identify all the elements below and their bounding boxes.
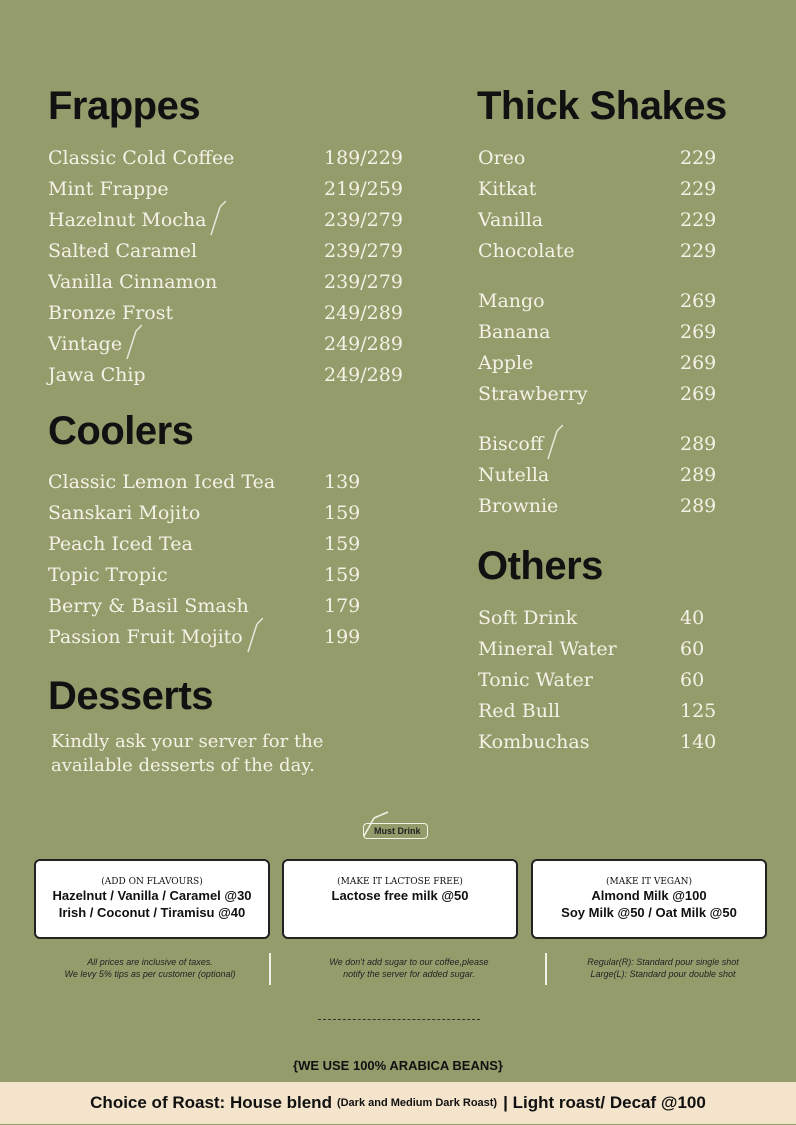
menu-item	[478, 173, 778, 204]
box-line: Almond Milk @100	[591, 888, 707, 903]
item-price: 249/289	[324, 363, 403, 386]
item-price: 239/279	[324, 239, 403, 262]
item-price: 239/279	[324, 270, 403, 293]
item-name: Oreo	[478, 146, 526, 169]
menu-item	[48, 173, 428, 204]
item-price: 159	[324, 563, 361, 586]
straw-icon	[247, 620, 261, 654]
item-price: 229	[680, 208, 717, 231]
item-price: 219/259	[324, 177, 403, 200]
vegan-box	[531, 859, 767, 939]
item-name: Vanilla Cinnamon	[48, 270, 218, 293]
menu-item	[478, 142, 778, 173]
item-name: Classic Cold Coffee	[48, 146, 235, 169]
divider	[269, 953, 271, 985]
item-price: 269	[680, 320, 717, 343]
note-line: We levy 5% tips as per customer (optional)	[64, 969, 236, 979]
item-name: Kombuchas	[478, 730, 590, 753]
menu-item	[48, 466, 428, 497]
note-line: Regular(R): Standard pour single shot	[587, 957, 739, 967]
menu-item	[478, 602, 778, 633]
menu-item	[48, 235, 428, 266]
menu-item	[48, 559, 428, 590]
thick-shakes-list	[478, 142, 778, 521]
others-list	[478, 602, 778, 757]
item-price: 179	[324, 594, 361, 617]
menu-item	[478, 726, 778, 757]
item-name: Mango	[478, 289, 545, 312]
item-name: Banana	[478, 320, 551, 343]
item-name: Soft Drink	[478, 606, 578, 629]
item-name: Kitkat	[478, 177, 537, 200]
menu-item	[48, 590, 428, 621]
menu-item	[48, 528, 428, 559]
item-price: 239/279	[324, 208, 403, 231]
item-name: Classic Lemon Iced Tea	[48, 470, 276, 493]
item-price: 289	[680, 463, 717, 486]
add-on-flavours-box	[34, 859, 270, 939]
taxes-note	[35, 956, 265, 980]
menu-item	[48, 621, 428, 652]
menu-item	[478, 633, 778, 664]
frappes-list	[48, 142, 428, 390]
item-price: 159	[324, 532, 361, 555]
box-line: Hazelnut / Vanilla / Caramel @30	[52, 888, 252, 903]
item-name: Vanilla	[478, 208, 544, 231]
desserts-heading: Desserts	[48, 674, 214, 718]
item-price: 269	[680, 382, 717, 405]
arabica-beans-note: {WE USE 100% ARABICA BEANS}	[293, 1058, 503, 1073]
menu-item	[478, 347, 778, 378]
sugar-note	[294, 956, 524, 980]
box-title: (ADD ON FLAVOURS)	[101, 877, 203, 887]
item-name: Biscoff	[478, 432, 544, 455]
menu-item	[478, 428, 778, 459]
desserts-line: Kindly ask your server for the	[51, 731, 324, 752]
item-name: Nutella	[478, 463, 550, 486]
item-price: 229	[680, 146, 717, 169]
item-price: 269	[680, 351, 717, 374]
item-price: 229	[680, 177, 717, 200]
item-name: Vintage	[48, 332, 123, 355]
menu-item	[478, 316, 778, 347]
group-gap	[478, 266, 778, 285]
menu-item	[48, 328, 428, 359]
item-name: Strawberry	[478, 382, 588, 405]
menu-item	[48, 497, 428, 528]
item-price: 269	[680, 289, 717, 312]
straw-icon	[547, 427, 561, 461]
roast-house-blend-detail: (Dark and Medium Dark Roast)	[336, 1097, 498, 1109]
item-price: 199	[324, 625, 361, 648]
roast-house-blend: Choice of Roast: House blend	[90, 1093, 332, 1112]
straw-icon	[362, 810, 392, 842]
note-line: All prices are inclusive of taxes.	[87, 957, 213, 967]
item-price: 139	[324, 470, 361, 493]
must-drink-legend	[363, 823, 428, 839]
item-price: 289	[680, 494, 717, 517]
item-name: Tonic Water	[478, 668, 593, 691]
item-name: Brownie	[478, 494, 559, 517]
item-price: 229	[680, 239, 717, 262]
menu-item	[478, 235, 778, 266]
menu-item	[48, 142, 428, 173]
item-price: 289	[680, 432, 717, 455]
item-price: 249/289	[324, 332, 403, 355]
lactose-free-box	[282, 859, 518, 939]
item-price: 140	[680, 730, 717, 753]
item-name: Sanskari Mojito	[48, 501, 201, 524]
note-line: We don't add sugar to our coffee,please	[329, 957, 489, 967]
item-name: Passion Fruit Mojito	[48, 625, 243, 648]
item-name: Mint Frappe	[48, 177, 169, 200]
menu-item	[48, 266, 428, 297]
divider	[545, 953, 547, 985]
size-note	[548, 956, 778, 980]
menu-item	[478, 695, 778, 726]
straw-icon	[126, 327, 140, 361]
item-price: 125	[680, 699, 717, 722]
desserts-line: available desserts of the day.	[51, 755, 315, 776]
menu-item	[478, 459, 778, 490]
item-price: 60	[680, 668, 705, 691]
item-name: Jawa Chip	[48, 363, 146, 386]
item-name: Apple	[478, 351, 534, 374]
item-name: Peach Iced Tea	[48, 532, 193, 555]
item-price: 60	[680, 637, 705, 660]
menu-item	[478, 285, 778, 316]
others-heading: Others	[477, 544, 603, 588]
menu-item	[48, 359, 428, 390]
item-price: 249/289	[324, 301, 403, 324]
item-name: Topic Tropic	[48, 563, 168, 586]
box-line: Soy Milk @50 / Oat Milk @50	[561, 905, 737, 920]
box-line: Irish / Coconut / Tiramisu @40	[58, 905, 246, 920]
menu-item	[478, 378, 778, 409]
coolers-list	[48, 466, 428, 652]
menu-item	[478, 490, 778, 521]
roast-banner	[0, 1082, 796, 1125]
note-line: Large(L): Standard pour double shot	[590, 969, 736, 979]
note-line: notify the server for added sugar.	[343, 969, 475, 979]
item-price: 159	[324, 501, 361, 524]
menu-item	[48, 297, 428, 328]
item-price: 40	[680, 606, 705, 629]
menu-item	[48, 204, 428, 235]
item-name: Chocolate	[478, 239, 575, 262]
item-name: Berry & Basil Smash	[48, 594, 249, 617]
box-title: (MAKE IT LACTOSE FREE)	[337, 877, 463, 887]
box-title: (MAKE IT VEGAN)	[606, 877, 692, 887]
menu-item	[478, 204, 778, 235]
item-name: Mineral Water	[478, 637, 617, 660]
item-name: Hazelnut Mocha	[48, 208, 207, 231]
roast-light-decaf: | Light roast/ Decaf @100	[503, 1093, 706, 1112]
item-name: Bronze Frost	[48, 301, 174, 324]
thick-shakes-heading: Thick Shakes	[477, 84, 727, 128]
group-gap	[478, 409, 778, 428]
item-name: Red Bull	[478, 699, 561, 722]
item-price: 189/229	[324, 146, 403, 169]
must-drink-label: Must Drink	[374, 826, 421, 836]
straw-icon	[210, 203, 224, 237]
menu-item	[478, 664, 778, 695]
frappes-heading: Frappes	[48, 84, 201, 128]
dashed-divider	[318, 1019, 480, 1020]
desserts-description	[51, 730, 323, 778]
box-line: Lactose free milk @50	[331, 888, 469, 903]
coolers-heading: Coolers	[48, 409, 194, 453]
item-name: Salted Caramel	[48, 239, 198, 262]
